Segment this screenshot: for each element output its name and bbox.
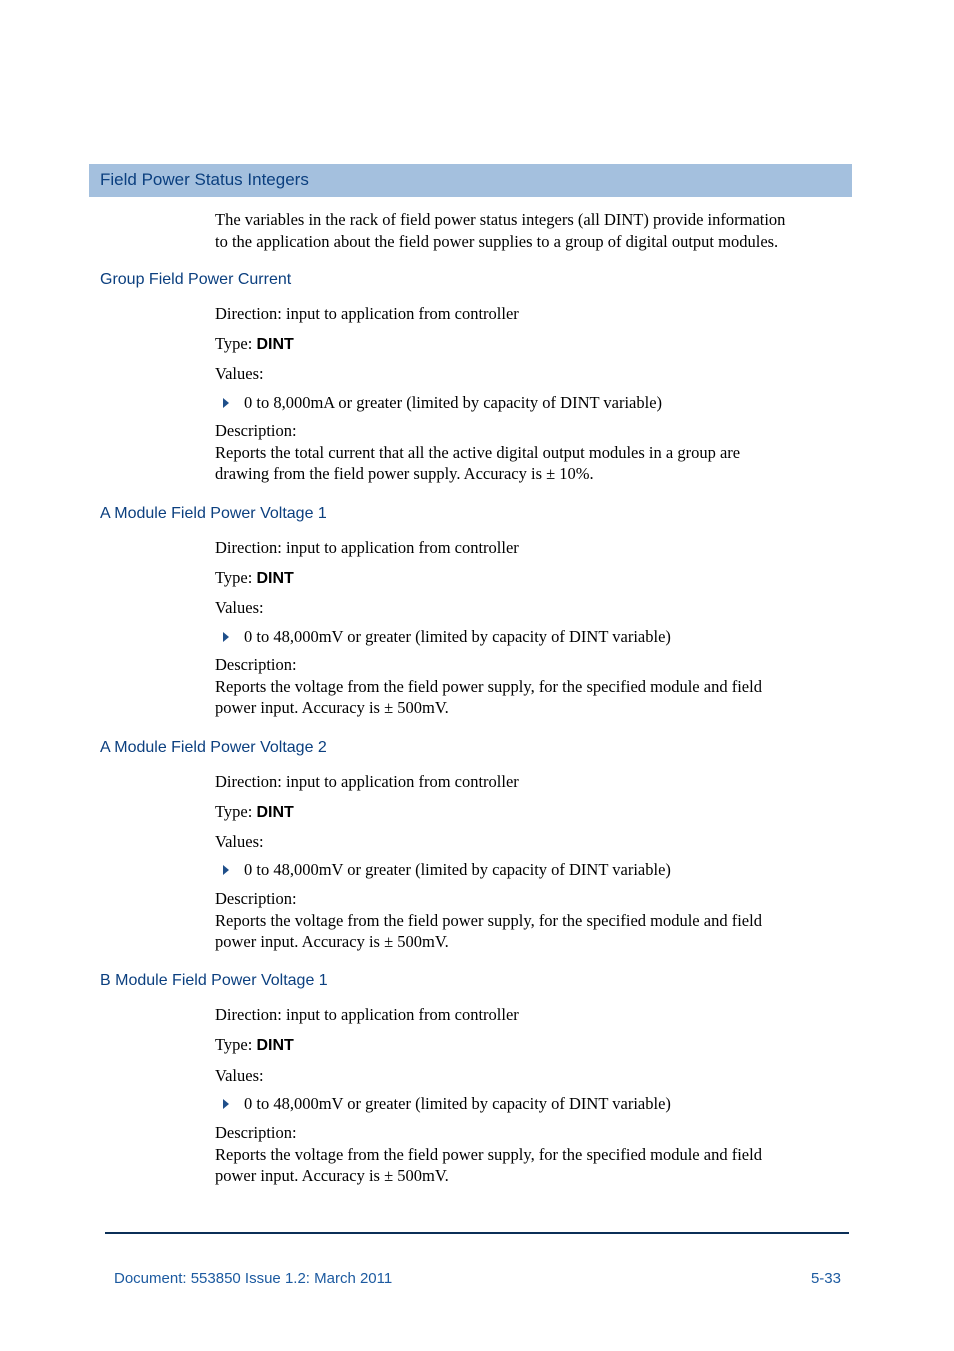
entry-type-label: Type: <box>215 568 257 587</box>
entry-description-label: Description: <box>215 1123 297 1142</box>
triangle-bullet-icon <box>223 632 229 642</box>
entry-type-value: DINT <box>256 804 294 821</box>
footer-page-number: 5-33 <box>810 1270 841 1287</box>
footer-document-info: Document: 553850 Issue 1.2: March 2011 <box>114 1270 393 1287</box>
triangle-bullet-icon <box>223 865 229 875</box>
entry-direction: Direction: input to application from controller <box>215 538 519 557</box>
entry-heading: A Module Field Power Voltage 1 <box>100 505 327 522</box>
entry-description-line: power input. Accuracy is ± 500mV. <box>215 698 449 717</box>
entry-values-label: Values: <box>215 598 264 617</box>
entry-type <box>215 1035 294 1056</box>
entry-description-label: Description: <box>215 421 297 440</box>
entry-description-line: Reports the voltage from the field power supply, for the specified module and field <box>215 1144 762 1164</box>
section-title-bar <box>89 164 852 197</box>
entry-description <box>215 1122 762 1187</box>
entry-type <box>215 334 294 355</box>
triangle-bullet-icon <box>223 1099 229 1109</box>
entry-type-label: Type: <box>215 334 257 353</box>
entry-description-label: Description: <box>215 889 297 908</box>
entry-heading: Group Field Power Current <box>100 271 292 288</box>
entry-values-label: Values: <box>215 364 264 383</box>
entry-heading: A Module Field Power Voltage 2 <box>100 739 327 756</box>
entry-heading: B Module Field Power Voltage 1 <box>100 972 328 989</box>
triangle-bullet-icon <box>223 398 229 408</box>
entry-values-label: Values: <box>215 832 264 851</box>
entry-direction: Direction: input to application from controller <box>215 304 519 323</box>
entry-direction: Direction: input to application from controller <box>215 1005 519 1024</box>
entry-type-value: DINT <box>256 570 294 587</box>
entry-description-line: Reports the voltage from the field power supply, for the specified module and field <box>215 910 762 930</box>
section-intro <box>215 209 840 252</box>
entry-direction: Direction: input to application from controller <box>215 772 519 791</box>
section-intro-line: The variables in the rack of field power status integers (all DINT) provide information <box>215 210 786 229</box>
section-intro-line: to the application about the field power supplies to a group of digital output modules. <box>215 231 779 251</box>
entry-type-value: DINT <box>256 1037 294 1054</box>
footer-rule <box>105 1232 849 1234</box>
entry-description-line: Reports the voltage from the field power supply, for the specified module and field <box>215 676 762 696</box>
section-title: Field Power Status Integers <box>100 170 309 189</box>
entry-value-text: 0 to 48,000mV or greater (limited by capacity of DINT variable) <box>244 860 671 879</box>
entry-description-line: drawing from the field power supply. Accuracy is ± 10%. <box>215 464 594 483</box>
entry-description-label: Description: <box>215 655 297 674</box>
entry-description-line: power input. Accuracy is ± 500mV. <box>215 1166 449 1185</box>
entry-type-value: DINT <box>256 336 294 353</box>
entry-description <box>215 420 740 485</box>
entry-type-label: Type: <box>215 802 257 821</box>
entry-type <box>215 568 294 589</box>
entry-values-label: Values: <box>215 1066 264 1085</box>
entry-type-label: Type: <box>215 1035 257 1054</box>
entry-description <box>215 654 762 719</box>
entry-value-text: 0 to 8,000mA or greater (limited by capacity of DINT variable) <box>244 393 663 412</box>
entry-value-text: 0 to 48,000mV or greater (limited by capacity of DINT variable) <box>244 627 671 646</box>
entry-description <box>215 888 762 953</box>
entry-description-line: Reports the total current that all the active digital output modules in a group are <box>215 442 741 462</box>
entry-value-text: 0 to 48,000mV or greater (limited by capacity of DINT variable) <box>244 1094 671 1113</box>
entry-description-line: power input. Accuracy is ± 500mV. <box>215 932 449 951</box>
entry-type <box>215 802 294 823</box>
